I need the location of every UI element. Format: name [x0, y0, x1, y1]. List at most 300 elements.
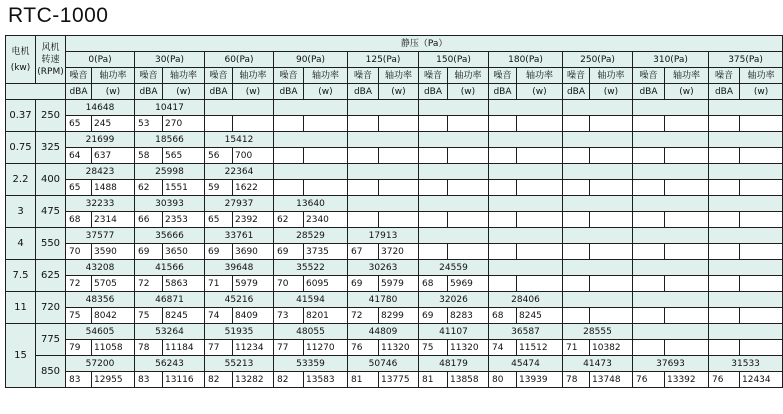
noise-cell: 71 [563, 340, 590, 356]
noise-cell: 72 [66, 276, 92, 292]
power-cell [590, 116, 633, 132]
power-cell [740, 276, 783, 292]
power-cell [448, 180, 489, 196]
unit-power: (w) [740, 84, 783, 100]
airflow-cell: 41473 [563, 356, 633, 372]
airflow-cell [633, 100, 709, 116]
airflow-cell: 41594 [274, 292, 348, 308]
airflow-cell [489, 260, 563, 276]
table-row-volume [6, 196, 783, 212]
noise-cell: 75 [419, 340, 448, 356]
noise-cell [633, 212, 665, 228]
airflow-cell: 45216 [205, 292, 274, 308]
power-header: 轴功率 [590, 68, 633, 84]
power-cell [379, 180, 419, 196]
rpm-cell: 550 [36, 228, 66, 260]
power-cell: 12434 [740, 372, 783, 388]
noise-cell: 70 [66, 244, 92, 260]
unit-noise: dBA [135, 84, 163, 100]
airflow-cell: 14648 [66, 100, 135, 116]
airflow-cell [633, 324, 709, 340]
noise-cell: 56 [205, 148, 233, 164]
noise-cell: 65 [66, 180, 92, 196]
power-cell [590, 244, 633, 260]
static-pressure-header: 静压（Pa） [66, 36, 783, 52]
power-cell: 5979 [233, 276, 274, 292]
power-header: 轴功率 [448, 68, 489, 84]
noise-cell [563, 148, 590, 164]
motor-kw-cell: 15 [6, 324, 36, 388]
power-cell: 5979 [379, 276, 419, 292]
noise-cell [563, 116, 590, 132]
noise-cell [419, 148, 448, 164]
power-header: 轴功率 [517, 68, 563, 84]
noise-cell [489, 116, 517, 132]
power-cell: 5863 [163, 276, 205, 292]
noise-cell: 64 [66, 148, 92, 164]
table-row-volume [6, 164, 783, 180]
airflow-cell [709, 164, 783, 180]
table-row-noise-power [6, 212, 783, 228]
pressure-header: 60(Pa) [205, 52, 274, 68]
power-cell [304, 116, 348, 132]
airflow-cell [633, 228, 709, 244]
power-cell: 8042 [92, 308, 135, 324]
noise-cell [563, 180, 590, 196]
power-cell: 2314 [92, 212, 135, 228]
units-spacer [6, 84, 66, 100]
power-cell [740, 212, 783, 228]
noise-cell: 81 [419, 372, 448, 388]
power-header: 轴功率 [304, 68, 348, 84]
airflow-cell [633, 132, 709, 148]
power-header: 轴功率 [379, 68, 419, 84]
noise-cell [419, 212, 448, 228]
airflow-cell: 48179 [419, 356, 489, 372]
noise-cell [563, 308, 590, 324]
pressure-header: 310(Pa) [633, 52, 709, 68]
noise-header: 噪音 [709, 68, 740, 84]
performance-table-container [5, 35, 775, 388]
power-cell [740, 244, 783, 260]
noise-cell [709, 148, 740, 164]
noise-cell: 68 [419, 276, 448, 292]
noise-cell [563, 212, 590, 228]
noise-header: 噪音 [563, 68, 590, 84]
airflow-cell: 13640 [274, 196, 348, 212]
power-cell: 11184 [163, 340, 205, 356]
noise-cell: 69 [348, 276, 379, 292]
noise-cell [348, 148, 379, 164]
airflow-cell: 28423 [66, 164, 135, 180]
airflow-cell [489, 228, 563, 244]
noise-cell: 69 [135, 244, 163, 260]
power-cell [448, 148, 489, 164]
pressure-header: 0(Pa) [66, 52, 135, 68]
airflow-cell [348, 132, 419, 148]
airflow-cell [348, 164, 419, 180]
noise-cell: 62 [274, 212, 304, 228]
power-cell [233, 116, 274, 132]
airflow-cell: 43208 [66, 260, 135, 276]
noise-cell: 69 [274, 244, 304, 260]
rpm-cell: 625 [36, 260, 66, 292]
power-cell: 3690 [233, 244, 274, 260]
noise-cell: 77 [274, 340, 304, 356]
power-cell: 1488 [92, 180, 135, 196]
airflow-cell [419, 132, 489, 148]
noise-cell [563, 244, 590, 260]
airflow-cell [274, 132, 348, 148]
noise-cell: 74 [205, 308, 233, 324]
motor-header [6, 36, 36, 84]
airflow-cell [489, 196, 563, 212]
rpm-header-cn1: 风机 [41, 42, 60, 53]
unit-power: (w) [448, 84, 489, 100]
noise-cell: 68 [66, 212, 92, 228]
airflow-cell [489, 100, 563, 116]
airflow-cell: 36587 [489, 324, 563, 340]
power-cell: 8409 [233, 308, 274, 324]
power-cell [517, 276, 563, 292]
noise-cell: 72 [135, 276, 163, 292]
airflow-cell [709, 228, 783, 244]
power-cell [304, 180, 348, 196]
power-cell: 11058 [92, 340, 135, 356]
table-row-noise-power [6, 340, 783, 356]
noise-cell [633, 276, 665, 292]
power-cell: 8201 [304, 308, 348, 324]
power-cell: 1551 [163, 180, 205, 196]
airflow-cell: 57200 [66, 356, 135, 372]
power-cell: 245 [92, 116, 135, 132]
noise-cell [633, 308, 665, 324]
power-cell: 11234 [233, 340, 274, 356]
power-cell [740, 180, 783, 196]
noise-header: 噪音 [348, 68, 379, 84]
power-cell: 2340 [304, 212, 348, 228]
noise-cell: 82 [274, 372, 304, 388]
noise-cell [205, 116, 233, 132]
noise-cell [709, 244, 740, 260]
airflow-cell: 25998 [135, 164, 205, 180]
unit-power: (w) [233, 84, 274, 100]
noise-cell [489, 212, 517, 228]
power-cell: 8245 [163, 308, 205, 324]
table-row-noise-power [6, 244, 783, 260]
noise-cell: 59 [205, 180, 233, 196]
table-row-volume [6, 260, 783, 276]
power-cell [665, 180, 709, 196]
unit-power: (w) [517, 84, 563, 100]
motor-kw-cell: 3 [6, 196, 36, 228]
page-title: RTC-1000 [8, 4, 109, 27]
noise-cell: 81 [348, 372, 379, 388]
airflow-cell [419, 100, 489, 116]
noise-cell [274, 180, 304, 196]
noise-cell [709, 276, 740, 292]
noise-cell: 82 [205, 372, 233, 388]
unit-noise: dBA [633, 84, 665, 100]
noise-cell: 83 [66, 372, 92, 388]
airflow-cell: 53264 [135, 324, 205, 340]
table-row-volume [6, 100, 783, 116]
noise-cell: 78 [135, 340, 163, 356]
airflow-cell [633, 164, 709, 180]
power-cell [665, 276, 709, 292]
airflow-cell: 39648 [205, 260, 274, 276]
power-cell [517, 116, 563, 132]
table-row-noise-power [6, 308, 783, 324]
rpm-header [36, 36, 66, 84]
power-cell [590, 212, 633, 228]
power-cell [665, 340, 709, 356]
unit-power: (w) [304, 84, 348, 100]
pressure-header: 150(Pa) [419, 52, 489, 68]
unit-noise: dBA [489, 84, 517, 100]
rpm-cell: 250 [36, 100, 66, 132]
airflow-cell [709, 196, 783, 212]
unit-noise: dBA [563, 84, 590, 100]
pressure-header: 90(Pa) [274, 52, 348, 68]
table-row-noise-power [6, 116, 783, 132]
noise-cell: 75 [135, 308, 163, 324]
airflow-cell: 22364 [205, 164, 274, 180]
power-cell: 5705 [92, 276, 135, 292]
power-cell: 700 [233, 148, 274, 164]
noise-cell [419, 180, 448, 196]
noise-cell: 78 [563, 372, 590, 388]
noise-header: 噪音 [205, 68, 233, 84]
table-row-volume [6, 292, 783, 308]
airflow-cell [709, 100, 783, 116]
rpm-cell: 400 [36, 164, 66, 196]
unit-noise: dBA [66, 84, 92, 100]
performance-table [5, 35, 783, 388]
unit-noise: dBA [348, 84, 379, 100]
power-cell: 8245 [517, 308, 563, 324]
unit-power: (w) [590, 84, 633, 100]
airflow-cell: 48356 [66, 292, 135, 308]
power-cell: 6095 [304, 276, 348, 292]
airflow-cell: 27937 [205, 196, 274, 212]
power-header: 轴功率 [740, 68, 783, 84]
airflow-cell [274, 100, 348, 116]
noise-cell: 62 [135, 180, 163, 196]
airflow-cell: 48055 [274, 324, 348, 340]
power-cell: 11512 [517, 340, 563, 356]
power-header: 轴功率 [665, 68, 709, 84]
power-header: 轴功率 [163, 68, 205, 84]
rpm-cell: 775 [36, 324, 66, 356]
motor-kw-cell: 2.2 [6, 164, 36, 196]
power-cell [590, 308, 633, 324]
airflow-cell: 54605 [66, 324, 135, 340]
airflow-cell: 32026 [419, 292, 489, 308]
noise-header: 噪音 [135, 68, 163, 84]
power-cell: 10382 [590, 340, 633, 356]
airflow-cell: 31533 [709, 356, 783, 372]
noise-cell: 76 [348, 340, 379, 356]
noise-cell [348, 180, 379, 196]
noise-cell: 69 [419, 308, 448, 324]
noise-cell [563, 276, 590, 292]
airflow-cell: 41566 [135, 260, 205, 276]
power-cell [517, 180, 563, 196]
rpm-cell: 325 [36, 132, 66, 164]
airflow-cell [419, 164, 489, 180]
motor-kw-cell: 11 [6, 292, 36, 324]
noise-cell [633, 148, 665, 164]
noise-cell [419, 244, 448, 260]
noise-cell: 70 [274, 276, 304, 292]
power-cell [517, 244, 563, 260]
unit-noise: dBA [419, 84, 448, 100]
motor-kw-cell: 7.5 [6, 260, 36, 292]
airflow-cell [348, 196, 419, 212]
airflow-cell [709, 324, 783, 340]
pressure-header: 30(Pa) [135, 52, 205, 68]
units-row [6, 84, 783, 100]
noise-cell [709, 340, 740, 356]
noise-cell [633, 244, 665, 260]
power-cell: 2353 [163, 212, 205, 228]
power-cell: 5969 [448, 276, 489, 292]
unit-power: (w) [163, 84, 205, 100]
airflow-cell: 35522 [274, 260, 348, 276]
airflow-cell [709, 260, 783, 276]
power-cell: 13748 [590, 372, 633, 388]
power-cell: 1622 [233, 180, 274, 196]
noise-cell [633, 116, 665, 132]
airflow-cell: 30263 [348, 260, 419, 276]
airflow-cell [563, 196, 633, 212]
unit-power: (w) [665, 84, 709, 100]
power-cell: 3720 [379, 244, 419, 260]
airflow-cell: 18566 [135, 132, 205, 148]
airflow-cell: 55213 [205, 356, 274, 372]
noise-header: 噪音 [419, 68, 448, 84]
rpm-cell: 720 [36, 292, 66, 324]
noise-cell: 66 [135, 212, 163, 228]
airflow-cell: 30393 [135, 196, 205, 212]
noise-cell [419, 116, 448, 132]
power-header: 轴功率 [233, 68, 274, 84]
power-cell [740, 340, 783, 356]
pressure-header: 250(Pa) [563, 52, 633, 68]
table-row-noise-power [6, 148, 783, 164]
airflow-cell [563, 228, 633, 244]
power-cell: 13858 [448, 372, 489, 388]
airflow-cell: 41107 [419, 324, 489, 340]
airflow-cell [274, 164, 348, 180]
noise-cell: 72 [348, 308, 379, 324]
table-row-volume [6, 324, 783, 340]
airflow-cell [419, 228, 489, 244]
airflow-cell [633, 196, 709, 212]
noise-cell: 69 [205, 244, 233, 260]
airflow-cell [205, 100, 274, 116]
power-cell: 3650 [163, 244, 205, 260]
airflow-cell: 10417 [135, 100, 205, 116]
pressure-header: 180(Pa) [489, 52, 563, 68]
motor-header-unit: (kw) [10, 62, 31, 73]
motor-kw-cell: 0.75 [6, 132, 36, 164]
power-cell: 637 [92, 148, 135, 164]
noise-header: 噪音 [489, 68, 517, 84]
airflow-cell: 28555 [563, 324, 633, 340]
power-cell [590, 148, 633, 164]
noise-cell: 74 [489, 340, 517, 356]
noise-header: 噪音 [66, 68, 92, 84]
power-cell [665, 244, 709, 260]
airflow-cell: 17913 [348, 228, 419, 244]
noise-header: 噪音 [274, 68, 304, 84]
airflow-cell [563, 132, 633, 148]
table-row-noise-power [6, 372, 783, 388]
unit-power: (w) [92, 84, 135, 100]
airflow-cell: 28529 [274, 228, 348, 244]
noise-cell [489, 180, 517, 196]
airflow-cell: 37577 [66, 228, 135, 244]
power-cell [665, 116, 709, 132]
noise-cell [709, 212, 740, 228]
power-header: 轴功率 [92, 68, 135, 84]
airflow-cell: 46871 [135, 292, 205, 308]
airflow-cell: 56243 [135, 356, 205, 372]
power-cell [590, 180, 633, 196]
power-cell [740, 116, 783, 132]
power-cell: 11320 [379, 340, 419, 356]
airflow-cell [563, 100, 633, 116]
power-cell [379, 116, 419, 132]
power-cell: 13282 [233, 372, 274, 388]
noise-cell: 76 [709, 372, 740, 388]
power-cell: 3590 [92, 244, 135, 260]
airflow-cell: 15412 [205, 132, 274, 148]
noise-cell [348, 212, 379, 228]
noise-cell [709, 180, 740, 196]
noise-cell [633, 340, 665, 356]
power-cell: 13775 [379, 372, 419, 388]
power-cell: 8283 [448, 308, 489, 324]
noise-cell [709, 308, 740, 324]
airflow-cell [633, 260, 709, 276]
pressure-header: 375(Pa) [709, 52, 783, 68]
motor-kw-cell: 4 [6, 228, 36, 260]
unit-noise: dBA [205, 84, 233, 100]
airflow-cell: 35666 [135, 228, 205, 244]
rpm-header-unit: (RPM) [37, 66, 64, 77]
unit-noise: dBA [709, 84, 740, 100]
noise-cell: 71 [205, 276, 233, 292]
airflow-cell: 51935 [205, 324, 274, 340]
airflow-cell [489, 164, 563, 180]
airflow-cell: 50746 [348, 356, 419, 372]
noise-cell: 68 [489, 308, 517, 324]
power-cell: 13116 [163, 372, 205, 388]
motor-header-cn: 电机 [11, 46, 30, 57]
noise-cell: 83 [135, 372, 163, 388]
power-cell: 13392 [665, 372, 709, 388]
noise-cell: 53 [135, 116, 163, 132]
power-cell: 11270 [304, 340, 348, 356]
table-row-volume [6, 356, 783, 372]
airflow-cell [563, 164, 633, 180]
airflow-cell: 44809 [348, 324, 419, 340]
power-cell [665, 212, 709, 228]
airflow-cell: 21699 [66, 132, 135, 148]
